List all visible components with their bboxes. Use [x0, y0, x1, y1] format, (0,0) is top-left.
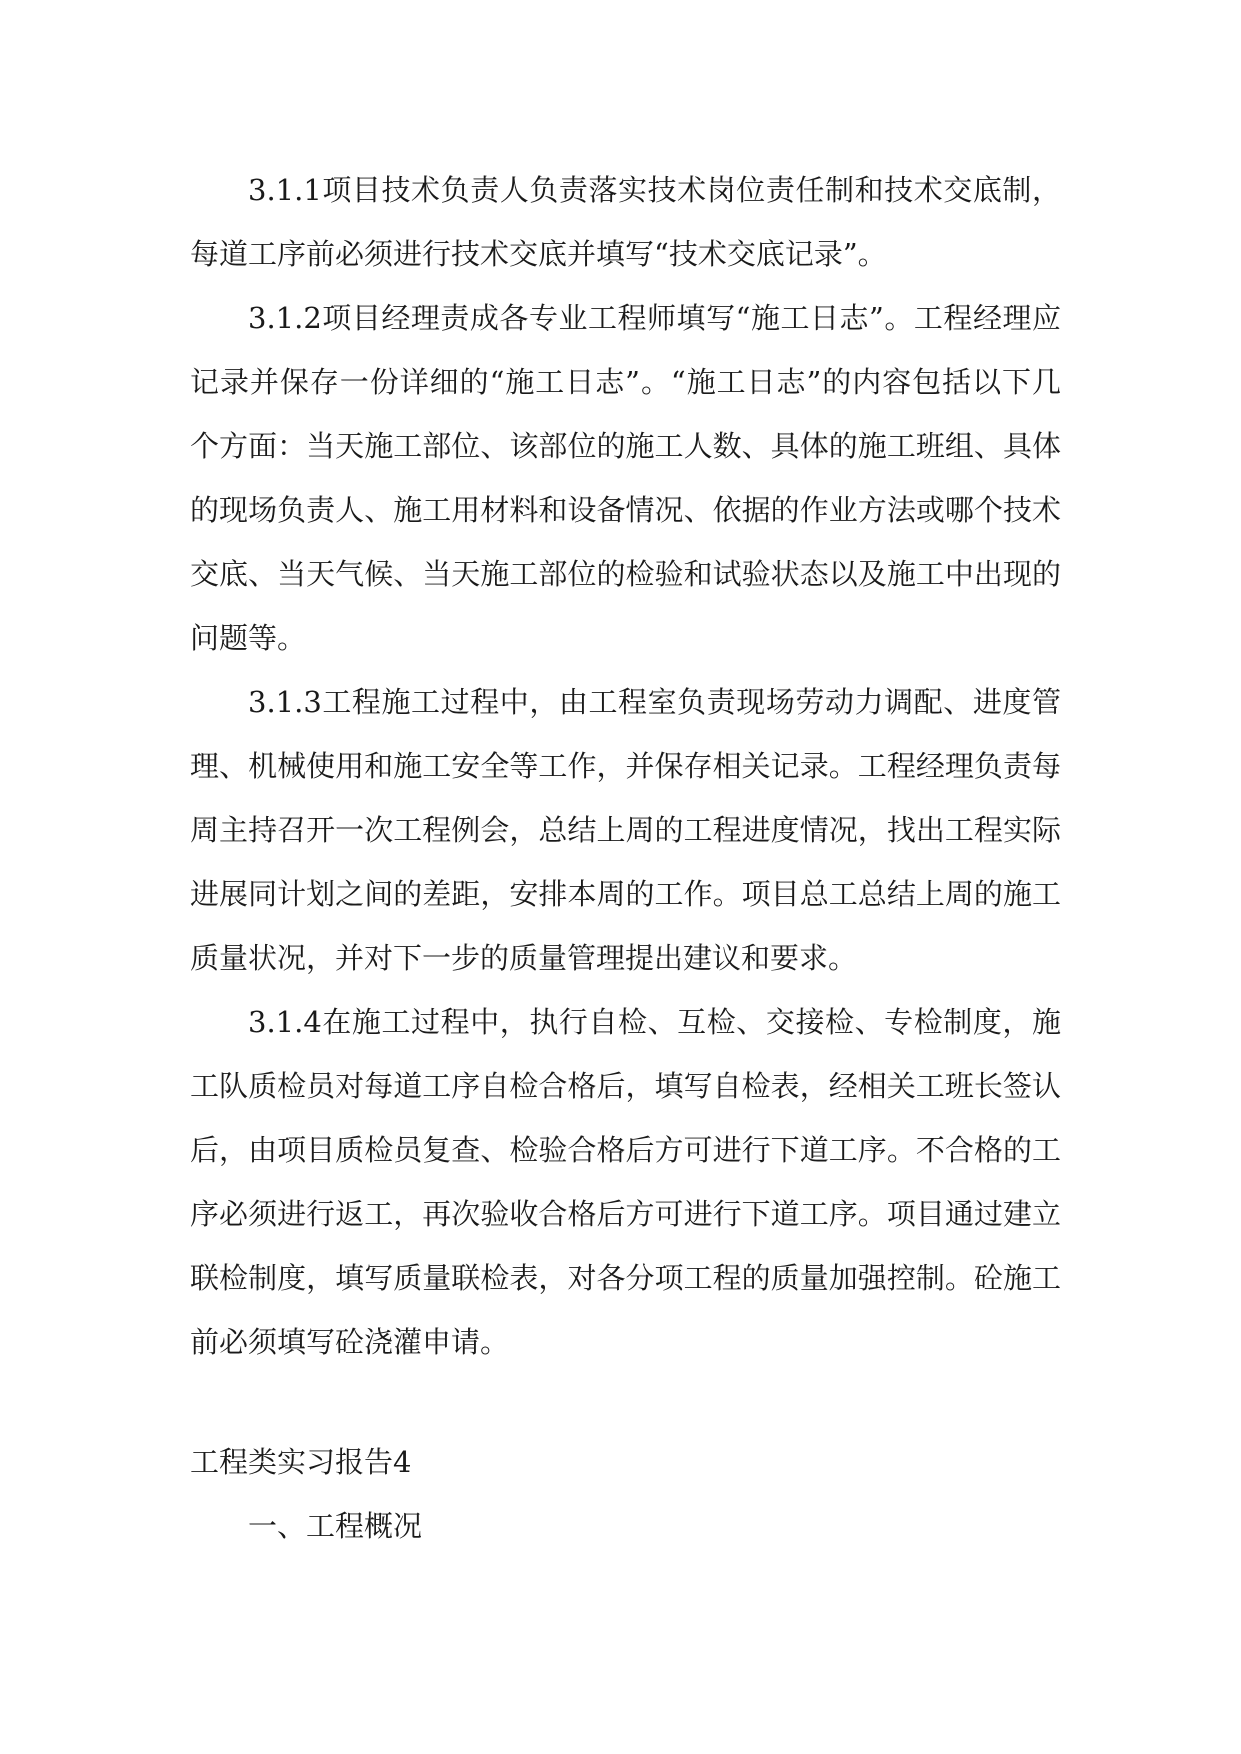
paragraph-3-1-1: 3.1.1项目技术负责人负责落实技术岗位责任制和技术交底制，每道工序前必须进行技术交底并填写“技术交底记录”。	[190, 173, 1061, 271]
paragraph-3-1-3: 3.1.3工程施工过程中，由工程室负责现场劳动力调配、进度管理、机械使用和施工安全等工作，并保存相关记录。工程经理负责每周主持召开一次工程例会，总结上周的工程进度情况，找出工程实际进展同计划之间的差距，安排本周的工作。项目总工总结上周的施工质量状况，并对下一步的质量管理提出建议和要求。	[190, 685, 1061, 975]
paragraph-3-1-2: 3.1.2项目经理责成各专业工程师填写“施工日志”。工程经理应记录并保存一份详细的“施工日志”。“施工日志”的内容包括以下几个方面：当天施工部位、该部位的施工人数、具体的施工班组、具体的现场负责人、施工用材料和设备情况、依据的作业方法或哪个技术交底、当天气候、当天施工部位的检验和试验状态以及施工中出现的问题等。	[190, 301, 1061, 655]
section-title: 工程类实习报告4	[190, 1445, 412, 1479]
document-body	[190, 158, 1061, 1558]
subsection-title: 一、工程概况	[248, 1509, 423, 1543]
paragraph-3-1-4: 3.1.4在施工过程中，执行自检、互检、交接检、专检制度，施工队质检员对每道工序自检合格后，填写自检表，经相关工班长签认后，由项目质检员复查、检验合格后方可进行下道工序。不合格的工序必须进行返工，再次验收合格后方可进行下道工序。项目通过建立联检制度，填写质量联检表，对各分项工程的质量加强控制。砼施工前必须填写砼浇灌申请。	[190, 1005, 1061, 1359]
